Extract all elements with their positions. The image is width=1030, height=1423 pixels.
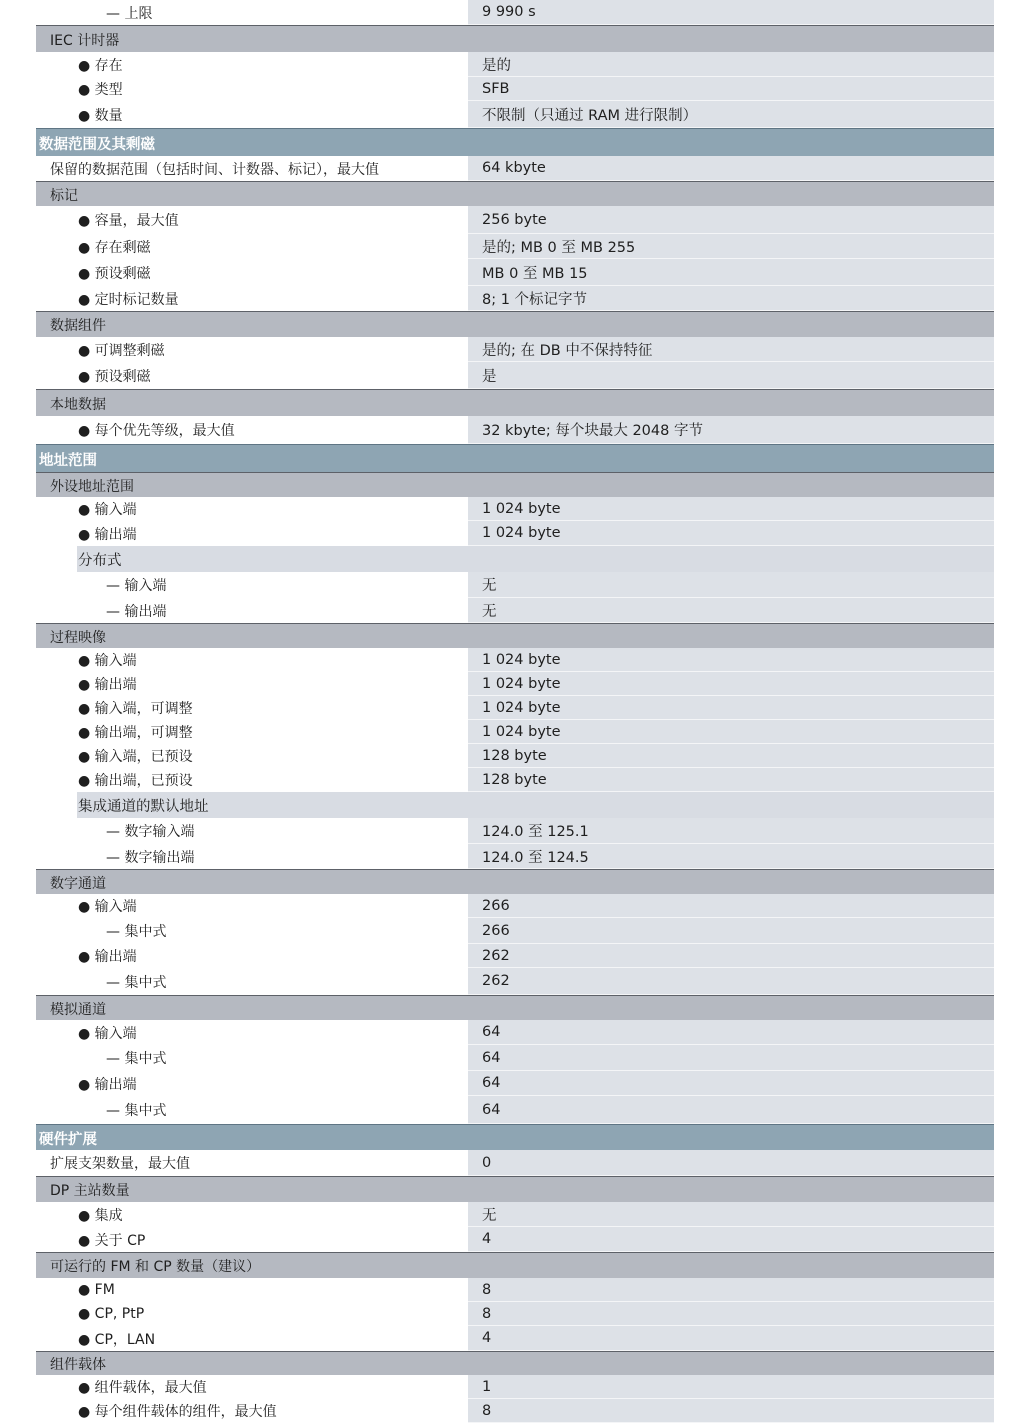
group-title: IEC 计时器 [50,32,120,49]
table-row [36,1375,994,1399]
table-row [36,572,994,598]
table-row [36,156,994,181]
row-value: 8; 1 个标记字节 [468,286,994,311]
section-title: 地址范围 [39,452,97,469]
row-value: 1 024 byte [468,672,994,696]
table-row [36,1045,994,1071]
section-header [36,444,994,473]
table-row [36,1326,994,1351]
group-header [36,25,994,53]
row-value: 64 [468,1045,994,1071]
table-row [36,744,994,768]
row-label: ● 输出端 [36,672,509,696]
table-row [36,1227,994,1252]
group-header [36,546,994,572]
row-label: — 集中式 [36,1045,537,1071]
row-label: ● 集成 [36,1202,509,1227]
row-value: 4 [468,1326,994,1351]
row-value: 是的 [468,52,994,77]
group-header [36,1351,994,1376]
row-label: — 上限 [36,0,537,25]
table-row [36,1071,994,1096]
row-label: ● 预设剩磁 [36,259,509,286]
row-label: ● 输入端 [36,1020,509,1045]
table-row [36,497,994,521]
row-indent [36,546,77,572]
table-row [36,672,994,696]
row-label: ● 存在 [36,52,509,77]
table-row [36,818,994,844]
row-label: 扩展支架数量，最大值 [36,1150,481,1176]
row-value: 266 [468,918,994,944]
row-indent [36,792,77,818]
table-row [36,362,994,389]
row-value: 64 kbyte [468,156,994,181]
row-label: ● 输出端 [36,944,509,968]
row-value: 64 [468,1071,994,1096]
table-row [36,720,994,744]
row-value: 262 [468,944,994,968]
row-value: 266 [468,894,994,918]
row-value: 124.0 至 125.1 [468,818,994,844]
table-row [36,77,994,101]
row-value: 1 024 byte [468,648,994,672]
group-header [36,472,994,498]
row-label: ● CP，LAN [36,1326,509,1351]
row-value: 8 [468,1399,994,1423]
row-label: ● 关于 CP [36,1227,509,1252]
row-value: 256 byte [468,206,994,234]
row-label: ● 输出端，已预设 [36,768,509,792]
group-header [36,311,994,338]
table-row [36,521,994,546]
row-label: ● CP, PtP [36,1302,509,1326]
table-row [36,696,994,720]
row-label: — 集中式 [36,1096,537,1124]
row-value: 8 [468,1302,994,1326]
row-value: 1 024 byte [468,521,994,546]
table-row [36,0,994,25]
spec-table [36,0,994,1423]
table-row [36,1020,994,1045]
row-label: ● 输入端 [36,497,509,521]
section-title: 硬件扩展 [39,1131,97,1148]
row-label: ● 组件载体，最大值 [36,1375,509,1399]
table-row [36,1399,994,1423]
row-value: 0 [468,1150,994,1176]
row-value: 是的; MB 0 至 MB 255 [468,234,994,259]
row-label: — 输出端 [36,598,537,623]
group-header [36,1176,994,1203]
row-value: 32 kbyte; 每个块最大 2048 字节 [468,416,994,444]
row-value: 是 [468,362,994,389]
row-value: 64 [468,1096,994,1124]
group-title: 标记 [50,187,78,204]
group-title: 数字通道 [50,875,106,892]
row-value: 8 [468,1278,994,1302]
row-label: ● 定时标记数量 [36,286,509,311]
row-value: 无 [468,598,994,623]
group-header [36,623,994,649]
row-label: ● 每个组件载体的组件，最大值 [36,1399,509,1423]
row-label: — 数字输出端 [36,844,537,869]
row-label: ● 输出端 [36,521,509,546]
row-value: 4 [468,1227,994,1252]
row-label: ● 每个优先等级，最大值 [36,416,509,444]
group-header [36,995,994,1021]
row-label: — 输入端 [36,572,537,598]
row-label: ● 类型 [36,77,509,101]
table-row [36,968,994,995]
row-value: 64 [468,1020,994,1045]
group-header [36,792,994,818]
table-row [36,648,994,672]
section-header [36,1124,994,1151]
table-row [36,259,994,286]
row-label: — 集中式 [36,968,537,995]
section-header [36,128,994,157]
group-title: 本地数据 [50,396,106,413]
table-row [36,52,994,77]
row-label: — 集中式 [36,918,537,944]
group-header [36,181,994,207]
table-row [36,1302,994,1326]
row-value: 无 [468,572,994,598]
subgroup-title: 集成通道的默认地址 [77,792,994,818]
group-title: 外设地址范围 [50,478,134,495]
group-title: 组件载体 [50,1357,106,1373]
row-value: 124.0 至 124.5 [468,844,994,869]
row-value: 不限制（只通过 RAM 进行限制） [468,101,994,128]
group-title: 模拟通道 [50,1001,106,1018]
row-label: ● FM [36,1278,509,1302]
row-label: ● 输入端 [36,894,509,918]
row-label: ● 输出端 [36,1071,509,1096]
section-title: 数据范围及其剩磁 [39,136,155,153]
table-row [36,844,994,869]
group-header [36,1252,994,1279]
table-row [36,1150,994,1176]
table-row [36,206,994,234]
row-value: 262 [468,968,994,995]
row-label: ● 存在剩磁 [36,234,509,259]
row-label: ● 预设剩磁 [36,362,509,389]
row-value: SFB [468,77,994,101]
table-row [36,234,994,259]
row-label: ● 输入端，已预设 [36,744,509,768]
row-value: 1 024 byte [468,497,994,521]
table-row [36,286,994,311]
group-header [36,869,994,895]
row-value: 9 990 s [468,0,994,25]
table-row [36,101,994,128]
table-row [36,416,994,444]
table-row [36,1202,994,1227]
table-row [36,598,994,623]
row-value: 1 024 byte [468,720,994,744]
row-value: 1 [468,1375,994,1399]
table-row [36,918,994,944]
row-label: ● 可调整剩磁 [36,337,509,362]
group-title: 可运行的 FM 和 CP 数量（建议） [50,1259,261,1275]
table-row [36,944,994,968]
group-title: 数据组件 [50,318,106,334]
row-label: ● 输出端，可调整 [36,720,509,744]
row-value: MB 0 至 MB 15 [468,259,994,286]
row-value: 128 byte [468,768,994,792]
table-row [36,337,994,362]
table-row [36,1278,994,1302]
row-label: — 数字输入端 [36,818,537,844]
table-row [36,1096,994,1124]
table-row [36,894,994,918]
group-title: 过程映像 [50,629,106,646]
row-label: ● 数量 [36,101,509,128]
row-value: 128 byte [468,744,994,768]
row-label: ● 输入端 [36,648,509,672]
row-label: ● 容量，最大值 [36,206,509,234]
row-value: 是的; 在 DB 中不保持特征 [468,337,994,362]
row-value: 1 024 byte [468,696,994,720]
group-header [36,389,994,417]
subgroup-title: 分布式 [77,546,994,572]
table-row [36,768,994,792]
group-title: DP 主站数量 [50,1183,130,1199]
row-label: ● 输入端，可调整 [36,696,509,720]
row-label: 保留的数据范围（包括时间、计数器、标记），最大值 [36,156,481,181]
row-value: 无 [468,1202,994,1227]
